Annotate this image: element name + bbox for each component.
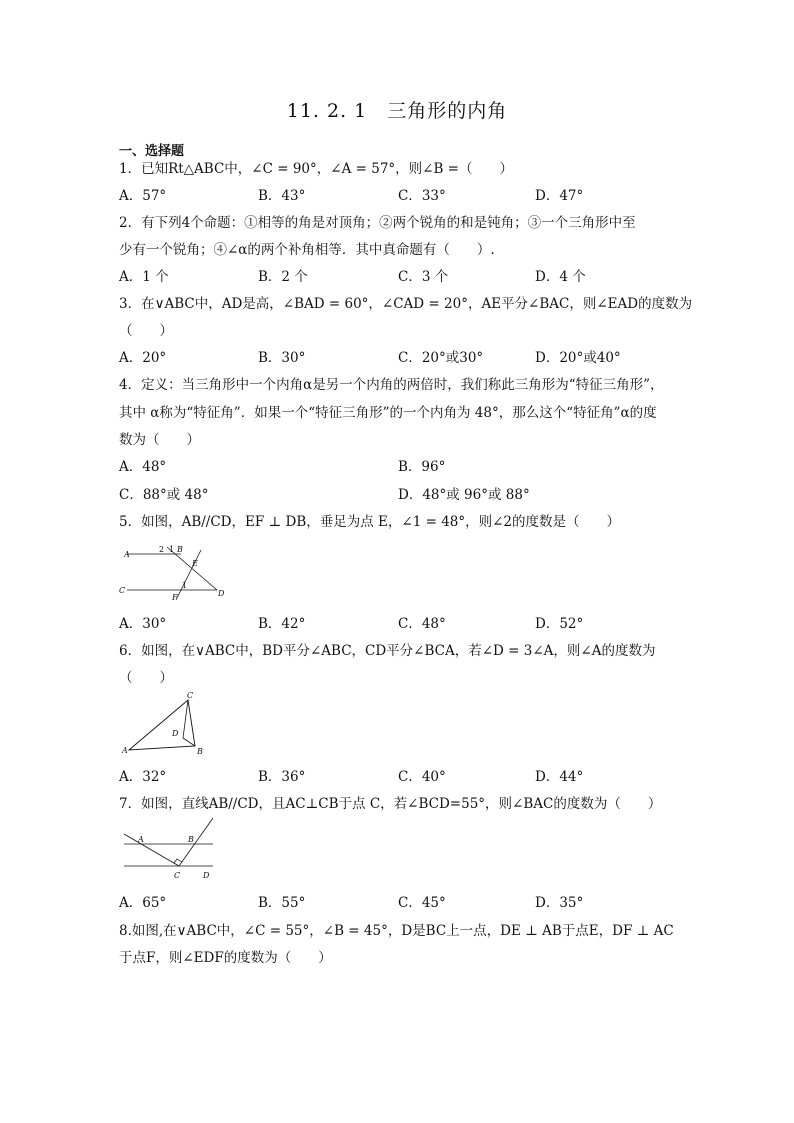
q1-option-b[interactable]: B．43° [258, 188, 306, 204]
fig7-label-b: B [188, 835, 194, 844]
fig5-label-b: B [177, 545, 183, 554]
q4-option-d[interactable]: D．48°或 96°或 88° [398, 487, 530, 503]
question-6-figure [119, 690, 211, 758]
q5-option-b[interactable]: B．42° [258, 616, 306, 632]
question-3-text-line-2: （ ） [119, 323, 173, 339]
page-title: 11. 2. 1 三角形的内角 [286, 100, 508, 122]
question-4-text-line-3: 数为（ ） [119, 432, 200, 448]
fig7-label-a: A [138, 835, 144, 844]
q6-option-d[interactable]: D．44° [535, 769, 584, 785]
q6-option-b[interactable]: B．36° [258, 769, 306, 785]
q7-option-b[interactable]: B．55° [258, 895, 306, 911]
question-2-text-line-2: 少有一个锐角；④∠α的两个补角相等．其中真命题有（ ）. [119, 242, 495, 258]
q1-option-c[interactable]: C．33° [398, 188, 446, 204]
fig5-label-angle-1-top: 1 [169, 545, 175, 554]
fig5-label-d: D [218, 589, 225, 598]
q4-option-a[interactable]: A．48° [119, 459, 167, 475]
question-7-text: 7．如图，直线AB//CD，且AC⊥CB于点 C，若∠BCD=55°，则∠BAC的度数为（ ） [119, 796, 662, 812]
fig5-label-f: F [172, 593, 178, 602]
question-8-text-line-1: 8.如图,在∨ABC中，∠C = 55°，∠B = 45°，D是BC上一点，DE ⊥ AB于点E，DF ⊥ AC [119, 923, 674, 939]
q2-option-b[interactable]: B．2 个 [258, 269, 308, 285]
fig5-label-angle-2: 2 [159, 545, 165, 554]
question-2-text-line-1: 2．有下列4个命题：①相等的角是对顶角；②两个锐角的和是钝角；③一个三角形中至 [119, 215, 636, 231]
fig6-label-b: B [197, 747, 203, 756]
fig7-label-d: D [203, 871, 210, 880]
q6-option-c[interactable]: C．40° [398, 769, 446, 785]
fig5-label-e: E [192, 559, 198, 568]
question-8-text-line-2: 于点F，则∠EDF的度数为（ ） [119, 950, 332, 966]
q4-option-b[interactable]: B．96° [398, 459, 446, 475]
q3-option-d[interactable]: D．20°或40° [535, 350, 621, 366]
q1-option-d[interactable]: D．47° [535, 188, 584, 204]
q7-option-a[interactable]: A．65° [119, 895, 167, 911]
question-4-text-line-2: 其中 α称为“特征角”．如果一个“特征三角形”的一个内角为 48°，那么这个“特征角”α的度 [119, 405, 657, 421]
q5-option-a[interactable]: A．30° [119, 616, 167, 632]
section-heading: 一、选择题 [119, 144, 185, 159]
q7-option-c[interactable]: C．45° [398, 895, 446, 911]
q2-option-d[interactable]: D．4 个 [535, 269, 586, 285]
fig5-label-c: C [119, 586, 126, 595]
question-4-text-line-1: 4．定义：当三角形中一个内角α是另一个内角的两倍时，我们称此三角形为“特征三角形”， [119, 377, 664, 393]
question-5-text: 5．如图，AB//CD，EF ⊥ DB，垂足为点 E，∠1 = 48°，则∠2的度数是（ ） [119, 514, 621, 530]
q3-option-a[interactable]: A．20° [119, 350, 167, 366]
fig6-label-c: C [187, 691, 194, 700]
question-5-figure [119, 538, 231, 602]
fig5-label-angle-1: 1 [182, 581, 188, 590]
fig5-label-a: A [124, 550, 130, 559]
q1-option-a[interactable]: A．57° [119, 188, 167, 204]
fig6-label-a: A [122, 746, 128, 755]
question-6-text-line-1: 6．如图，在∨ABC中，BD平分∠ABC，CD平分∠BCA，若∠D = 3∠A，则∠A的度数为 [119, 643, 656, 659]
question-1-text: 1．已知Rt△ABC中，∠C = 90°，∠A = 57°，则∠B =（ ） [119, 161, 513, 177]
q3-option-c[interactable]: C．20°或30° [398, 350, 484, 366]
question-6-text-line-2: （ ） [119, 670, 173, 686]
question-3-text-line-1: 3．在∨ABC中，AD是高，∠BAD = 60°，∠CAD = 20°，AE平分∠BAC，则∠EAD的度数为 [119, 296, 693, 312]
q2-option-a[interactable]: A．1 个 [119, 269, 169, 285]
fig7-label-c: C [174, 871, 181, 880]
q6-option-a[interactable]: A．32° [119, 769, 167, 785]
q4-option-c[interactable]: C．88°或 48° [119, 487, 209, 503]
question-7-figure [119, 816, 221, 884]
q3-option-b[interactable]: B．30° [258, 350, 306, 366]
q7-option-d[interactable]: D．35° [535, 895, 584, 911]
q5-option-d[interactable]: D．52° [535, 616, 584, 632]
q5-option-c[interactable]: C．48° [398, 616, 446, 632]
fig6-label-d: D [172, 729, 179, 738]
q2-option-c[interactable]: C．3 个 [398, 269, 449, 285]
